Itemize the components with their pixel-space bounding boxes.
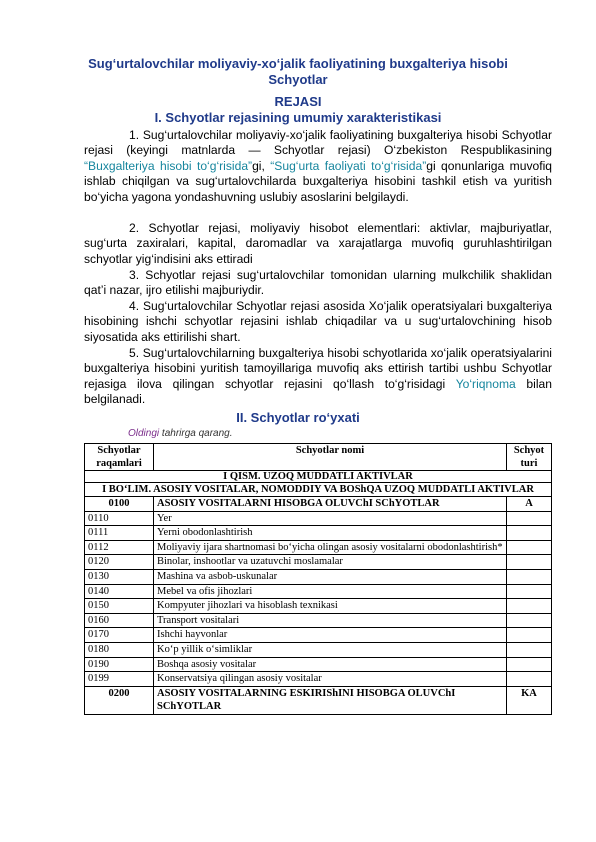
title-line-2: Schyotlar — [268, 72, 328, 87]
account-name-cell: Mebel va ofis jihozlari — [154, 584, 507, 599]
table-row — [85, 497, 552, 512]
table-row — [85, 555, 552, 570]
account-name-cell: Transport vositalari — [154, 613, 507, 628]
link-yoriqnoma[interactable]: Yo‘riqnoma — [455, 376, 516, 391]
paragraph-1 — [84, 128, 552, 205]
account-name-cell: Yer — [154, 511, 507, 526]
account-code-cell: 0110 — [85, 511, 154, 526]
table-row — [85, 642, 552, 657]
account-code-cell: 0160 — [85, 613, 154, 628]
account-type-cell — [507, 599, 552, 614]
p1-text-b: gi, — [252, 158, 271, 173]
accounts-table — [84, 443, 552, 715]
account-code-cell: 0130 — [85, 569, 154, 584]
account-code-cell: 0180 — [85, 642, 154, 657]
account-name-cell: ASOSIY VOSITALARNI HISOBGA OLUVChI SChYOTLAR — [154, 497, 507, 512]
table-row — [85, 511, 552, 526]
account-type-cell — [507, 569, 552, 584]
plan-label: REJASI — [274, 94, 322, 109]
paragraph-5 — [84, 346, 552, 408]
account-type-cell — [507, 511, 552, 526]
account-code-cell: 0100 — [85, 497, 154, 512]
table-row — [85, 672, 552, 687]
paragraph-3: 3. Schyotlar rejasi sug‘urtalovchilar tomonidan ularning mulkchilik shaklidan qat’i nazar, ijro etilishi majburiydir. — [84, 268, 552, 298]
table-row — [85, 657, 552, 672]
account-type-cell — [507, 628, 552, 643]
account-name-cell: Konservatsiya qilingan asosiy vositalar — [154, 672, 507, 687]
account-type-cell — [507, 613, 552, 628]
table-header-row — [85, 444, 552, 471]
account-type-cell: KA — [507, 686, 552, 714]
account-code-cell: 0199 — [85, 672, 154, 687]
account-code-cell: 0150 — [85, 599, 154, 614]
table-row — [85, 628, 552, 643]
account-code-cell: 0112 — [85, 540, 154, 555]
section-title: I BO‘LIM. ASOSIY VOSITALAR, NOMODDIY VA BOShQA UZOQ MUDDATLI AKTIVLAR — [85, 483, 552, 497]
header-account-name: Schyotlar nomi — [154, 444, 507, 471]
account-name-cell: Boshqa asosiy vositalar — [154, 657, 507, 672]
note-text: tahrirga qarang. — [159, 428, 233, 439]
account-code-cell: 0111 — [85, 526, 154, 541]
title-line-1: Sug‘urtalovchilar moliyaviy-xo‘jalik faoliyatining buxgalteriya hisobi — [88, 56, 508, 71]
account-code-cell: 0140 — [85, 584, 154, 599]
account-type-cell — [507, 657, 552, 672]
account-name-cell: ASOSIY VOSITALARNING ESKIRIShINI HISOBGA OLUVChI SChYOTLAR — [154, 686, 507, 714]
table-row — [85, 613, 552, 628]
p1-text-a: 1. Sug‘urtalovchilar moliyaviy-xo‘jalik faoliyatining buxgalteriya hisobi Schyotlar rejasi (keyingi matnlarda — Schyotlar rejasi) O‘zbekiston Respublikasining — [84, 128, 552, 158]
table-row — [85, 584, 552, 599]
header-account-number: Schyotlar raqamlari — [85, 444, 154, 471]
p5-text-a: 5. Sug‘urtalovchilarning buxgalteriya hisobi schyotlarida xo‘jalik operatsiyalarini buxgalteriya hisobini yuritish tamoyillariga muvofiq aks ettirish tartibi ushbu Schyotlar rejasiga ilova qilingan schyotlar rejasini qo‘llash to‘g‘risidagi — [84, 346, 552, 391]
account-code-cell: 0200 — [85, 686, 154, 714]
table-row — [85, 686, 552, 714]
account-name-cell: Kompyuter jihozlari va hisoblash texnikasi — [154, 599, 507, 614]
account-name-cell: Ko‘p yillik o‘simliklar — [154, 642, 507, 657]
account-type-cell — [507, 584, 552, 599]
section2-title: II. Schyotlar ro‘yxati — [236, 410, 360, 425]
p1-text-c: gi qonunlariga muvofiq ishlab chiqilgan va sug‘urtalovchilarda buxgalteriya hisobini tashkil etish va yuritish bo‘yicha yagona yondashuvning uslubiy asoslarini belgilaydi. — [84, 158, 552, 204]
section-title-row — [85, 483, 552, 497]
account-code-cell: 0120 — [85, 555, 154, 570]
account-name-cell: Yerni obodonlashtirish — [154, 526, 507, 541]
header-account-type: Schyot turi — [507, 444, 552, 471]
p5-text-b: bilan belgilanadi. — [84, 376, 552, 407]
link-sugurta-law[interactable]: “Sug‘urta faoliyati to‘g‘risida” — [270, 158, 427, 173]
table-row — [85, 569, 552, 584]
account-type-cell — [507, 526, 552, 541]
account-code-cell: 0170 — [85, 628, 154, 643]
account-name-cell: Moliyaviy ijara shartnomasi bo‘yicha olingan asosiy vositalarni obodonlashtirish* — [154, 540, 507, 555]
previous-edition-note — [128, 428, 233, 439]
paragraph-4: 4. Sug‘urtalovchilar Schyotlar rejasi asosida Xo‘jalik operatsiyalari buxgalteriya hisobining ishchi schyotlar rejasini ishlab chiqadilar va u sug‘urtalovchining hisob siyosatida aks ettirilishi shart. — [84, 299, 552, 344]
paragraph-2: 2. Schyotlar rejasi, moliyaviy hisobot elementlari: aktivlar, majburiyatlar, sug‘urta zaxiralari, kapital, daromadlar va xarajatlarga muvofiq guruhlashtirilgan schyotlar yig‘indisini aks ettiradi — [84, 221, 552, 266]
account-name-cell: Binolar, inshootlar va uzatuvchi moslamalar — [154, 555, 507, 570]
link-previous-edition[interactable]: Oldingi — [128, 428, 160, 439]
table-row — [85, 540, 552, 555]
account-type-cell: A — [507, 497, 552, 512]
part-title-row — [85, 471, 552, 483]
table-row — [85, 599, 552, 614]
table-row — [85, 526, 552, 541]
section1-title: I. Schyotlar rejasining umumiy xarakteristikasi — [154, 110, 442, 125]
account-type-cell — [507, 540, 552, 555]
account-code-cell: 0190 — [85, 657, 154, 672]
account-type-cell — [507, 642, 552, 657]
account-name-cell: Ishchi hayvonlar — [154, 628, 507, 643]
document-title — [70, 56, 526, 88]
account-type-cell — [507, 672, 552, 687]
link-buxgalteriya-law[interactable]: “Buxgalteriya hisobi to‘g‘risida” — [84, 158, 253, 173]
account-name-cell: Mashina va asbob-uskunalar — [154, 569, 507, 584]
account-type-cell — [507, 555, 552, 570]
part-title: I QISM. UZOQ MUDDATLI AKTIVLAR — [85, 471, 552, 483]
